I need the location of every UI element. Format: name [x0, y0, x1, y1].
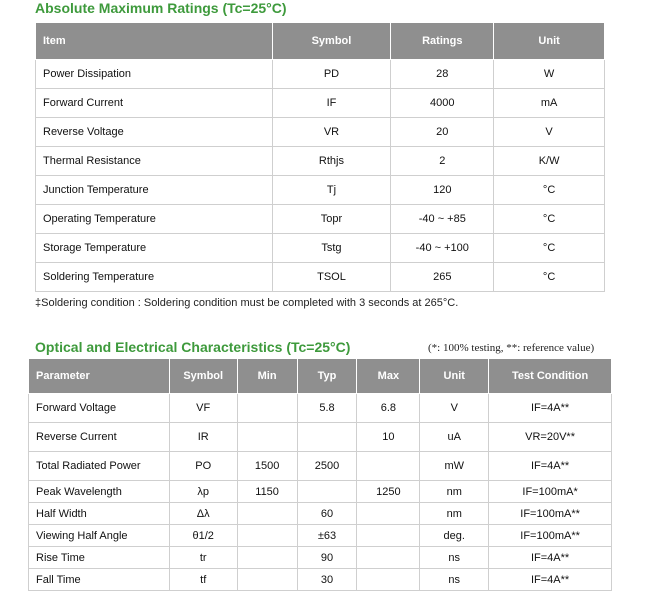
parameter-cell: Fall Time	[29, 569, 170, 591]
unit-cell: ns	[420, 547, 489, 569]
test-condition-cell: VR=20V**	[489, 423, 612, 452]
item-cell: Reverse Voltage	[36, 118, 273, 147]
min-cell: 1500	[237, 452, 297, 481]
table-row	[36, 147, 605, 176]
symbol-cell: Δλ	[169, 503, 237, 525]
symbol-cell: TSOL	[272, 263, 391, 292]
header-min: Min	[237, 359, 297, 394]
table-row	[29, 394, 612, 423]
parameter-cell: Forward Voltage	[29, 394, 170, 423]
typ-cell: 90	[297, 547, 357, 569]
header-ratings: Ratings	[391, 23, 494, 60]
table-row	[36, 263, 605, 292]
item-cell: Operating Temperature	[36, 205, 273, 234]
test-condition-cell: IF=4A**	[489, 452, 612, 481]
unit-cell: nm	[420, 503, 489, 525]
header-typ: Typ	[297, 359, 357, 394]
header-parameter: Parameter	[29, 359, 170, 394]
symbol-cell: PO	[169, 452, 237, 481]
typ-cell: ±63	[297, 525, 357, 547]
header-test-condition: Test Condition	[489, 359, 612, 394]
symbol-cell: PD	[272, 60, 391, 89]
symbol-cell: Tj	[272, 176, 391, 205]
item-cell: Soldering Temperature	[36, 263, 273, 292]
test-condition-cell: IF=4A**	[489, 569, 612, 591]
symbol-cell: Topr	[272, 205, 391, 234]
testing-reference-note: (*: 100% testing, **: reference value)	[428, 342, 595, 354]
min-cell	[237, 423, 297, 452]
unit-cell: °C	[494, 176, 605, 205]
min-cell	[237, 503, 297, 525]
header-unit: Unit	[494, 23, 605, 60]
test-condition-cell: IF=100mA*	[489, 481, 612, 503]
max-cell	[357, 452, 420, 481]
table-row	[29, 547, 612, 569]
test-condition-cell: IF=4A**	[489, 547, 612, 569]
typ-cell: 5.8	[297, 394, 357, 423]
absolute-max-ratings-table	[35, 22, 605, 292]
item-cell: Storage Temperature	[36, 234, 273, 263]
symbol-cell: IR	[169, 423, 237, 452]
test-condition-cell: IF=100mA**	[489, 525, 612, 547]
table-row	[29, 481, 612, 503]
table-row	[29, 503, 612, 525]
unit-cell: ns	[420, 569, 489, 591]
unit-cell: °C	[494, 263, 605, 292]
typ-cell: 2500	[297, 452, 357, 481]
unit-cell: uA	[420, 423, 489, 452]
parameter-cell: Rise Time	[29, 547, 170, 569]
unit-cell: mA	[494, 89, 605, 118]
table-header-row	[29, 359, 612, 394]
symbol-cell: θ1/2	[169, 525, 237, 547]
soldering-footnote: ‡Soldering condition : Soldering condition must be completed with 3 seconds at 265°C.	[35, 297, 459, 309]
symbol-cell: tr	[169, 547, 237, 569]
symbol-cell: Tstg	[272, 234, 391, 263]
header-symbol: Symbol	[272, 23, 391, 60]
min-cell: 1150	[237, 481, 297, 503]
table-header-row	[36, 23, 605, 60]
table-row	[29, 452, 612, 481]
typ-cell: 60	[297, 503, 357, 525]
ratings-cell: -40 ~ +100	[391, 234, 494, 263]
unit-cell: K/W	[494, 147, 605, 176]
min-cell	[237, 569, 297, 591]
ratings-cell: 120	[391, 176, 494, 205]
max-cell: 10	[357, 423, 420, 452]
header-symbol: Symbol	[169, 359, 237, 394]
symbol-cell: VR	[272, 118, 391, 147]
unit-cell: V	[494, 118, 605, 147]
symbol-cell: IF	[272, 89, 391, 118]
unit-cell: W	[494, 60, 605, 89]
max-cell	[357, 547, 420, 569]
parameter-cell: Half Width	[29, 503, 170, 525]
typ-cell	[297, 481, 357, 503]
table-row	[36, 89, 605, 118]
item-cell: Forward Current	[36, 89, 273, 118]
ratings-cell: 4000	[391, 89, 494, 118]
typ-cell	[297, 423, 357, 452]
ratings-cell: 265	[391, 263, 494, 292]
optical-electrical-title: Optical and Electrical Characteristics (Tc=25°C)	[35, 339, 351, 355]
max-cell	[357, 503, 420, 525]
unit-cell: °C	[494, 205, 605, 234]
ratings-cell: 28	[391, 60, 494, 89]
parameter-cell: Peak Wavelength	[29, 481, 170, 503]
parameter-cell: Total Radiated Power	[29, 452, 170, 481]
test-condition-cell: IF=100mA**	[489, 503, 612, 525]
table-row	[29, 569, 612, 591]
item-cell: Thermal Resistance	[36, 147, 273, 176]
ratings-cell: -40 ~ +85	[391, 205, 494, 234]
item-cell: Junction Temperature	[36, 176, 273, 205]
ratings-cell: 2	[391, 147, 494, 176]
item-cell: Power Dissipation	[36, 60, 273, 89]
ratings-cell: 20	[391, 118, 494, 147]
table-row	[36, 205, 605, 234]
unit-cell: deg.	[420, 525, 489, 547]
parameter-cell: Viewing Half Angle	[29, 525, 170, 547]
optical-electrical-table	[28, 358, 612, 591]
unit-cell: mW	[420, 452, 489, 481]
symbol-cell: λp	[169, 481, 237, 503]
table-row	[36, 176, 605, 205]
parameter-cell: Reverse Current	[29, 423, 170, 452]
unit-cell: V	[420, 394, 489, 423]
header-unit: Unit	[420, 359, 489, 394]
absolute-max-ratings-title: Absolute Maximum Ratings (Tc=25°C)	[35, 0, 287, 16]
max-cell: 1250	[357, 481, 420, 503]
max-cell	[357, 569, 420, 591]
header-item: Item	[36, 23, 273, 60]
symbol-cell: Rthjs	[272, 147, 391, 176]
table-row	[29, 525, 612, 547]
header-max: Max	[357, 359, 420, 394]
min-cell	[237, 525, 297, 547]
table-row	[29, 423, 612, 452]
test-condition-cell: IF=4A**	[489, 394, 612, 423]
typ-cell: 30	[297, 569, 357, 591]
unit-cell: °C	[494, 234, 605, 263]
max-cell	[357, 525, 420, 547]
max-cell: 6.8	[357, 394, 420, 423]
table-row	[36, 60, 605, 89]
min-cell	[237, 394, 297, 423]
unit-cell: nm	[420, 481, 489, 503]
table-row	[36, 118, 605, 147]
symbol-cell: VF	[169, 394, 237, 423]
table-row	[36, 234, 605, 263]
min-cell	[237, 547, 297, 569]
symbol-cell: tf	[169, 569, 237, 591]
